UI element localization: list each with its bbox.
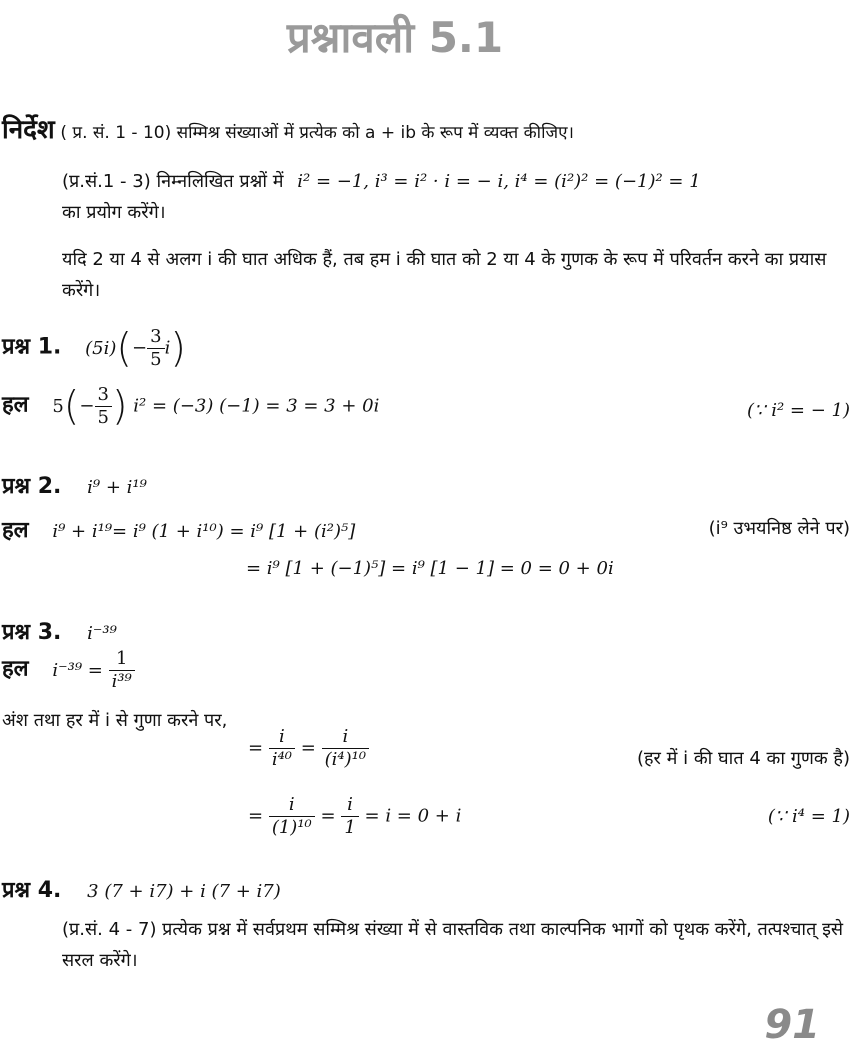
question-1-label: प्रश्न 1. (2, 334, 62, 360)
question-3 (2, 616, 117, 646)
solution-3-multiply-text: अंश तथा हर में i से गुणा करने पर, (2, 710, 228, 731)
page-number: 91 (764, 1002, 820, 1048)
directions-line (2, 110, 574, 146)
solution-3-step-2-reason: (∵ i⁴ = 1) (767, 806, 850, 827)
note-2: यदि 2 या 4 से अलग i की घात अधिक हैं, तब हम i की घात को 2 या 4 के गुणक के रूप में परिवर्तन करने का प्रयास करेंगे। (62, 249, 827, 301)
note-1-prefix: (प्र.सं.1 - 3) निम्नलिखित प्रश्नों में (62, 171, 284, 192)
question-3-label: प्रश्न 3. (2, 620, 62, 645)
question-2-label: प्रश्न 2. (2, 474, 62, 499)
solution-1: हल 5(− $\frac{3}{5}$ ) i² = (−3) (−1) = 3 = 3 + 0i (2, 383, 380, 430)
note-1-suffix: का प्रयोग करेंगे। (62, 202, 166, 223)
question-1-fraction: $\frac{3}{5}$ (147, 326, 164, 371)
note-1-formula: i² = −1, i³ = i² · i = − i, i⁴ = (i²)² = (−1)² = 1 (297, 171, 701, 192)
directions-label: निर्देश (2, 115, 55, 145)
question-4-expr: 3 (7 + i7) + i (7 + i7) (87, 881, 281, 902)
solution-2-step-2: = i⁹ [1 + (−1)⁵] = i⁹ [1 − 1] = 0 = 0 + 0i (246, 558, 614, 579)
question-4-note: (प्र.सं. 4 - 7) प्रत्येक प्रश्न में सर्वप्रथम सम्मिश्र संख्या में से वास्तविक तथा काल्पनिक भागों को पृथक करेंगे, तत्पश्चात् इसे सरल करेंगे। (62, 919, 844, 971)
solution-1-prefix: 5 (52, 395, 64, 417)
question-4-label: प्रश्न 4. (2, 878, 62, 903)
question-4 (2, 874, 281, 904)
solution-3-step-2: = $\frac{i}{\text{(1)¹⁰}}$ = $\frac{i}{1}$ = i = 0 + i (248, 794, 462, 838)
solution-2-reason: (i⁹ उभयनिष्ठ लेने पर) (708, 518, 850, 539)
solution-2-line-1 (2, 514, 355, 544)
solution-2-label: हल (2, 518, 29, 543)
directions-text: ( प्र. सं. 1 - 10) सम्मिश्र संख्याओं में प्रत्येक को a + ib के रूप में व्यक्त कीजिए। (60, 123, 574, 143)
note-1 (62, 166, 852, 228)
page-title: प्रश्नावली 5.1 (286, 13, 504, 62)
solution-2-step-1: i⁹ + i¹⁹= i⁹ (1 + i¹⁰) = i⁹ [1 + (i²)⁵] (52, 521, 356, 542)
solution-1-rest: i² = (−3) (−1) = 3 = 3 + 0i (133, 395, 380, 417)
question-2-expr: i⁹ + i¹⁹ (87, 477, 147, 498)
solution-1-fraction: $\frac{3}{5}$ (95, 384, 112, 429)
solution-3-label: हल (2, 656, 29, 682)
solution-3-fraction: $\frac{1}{\text{i³⁹}}$ (109, 648, 135, 693)
solution-3-step-1: = $\frac{i}{\text{i⁴⁰}}$ = $\frac{i}{\text{(i⁴)¹⁰}}$ (248, 726, 369, 771)
solution-3-step-1-reason: (हर में i की घात 4 का गुणक है) (636, 748, 850, 769)
solution-3-lhs: i⁻³⁹ = (52, 659, 103, 681)
solution-1-reason: (∵ i² = − 1) (747, 400, 850, 421)
question-1: प्रश्न 1. (5i)(− $\frac{3}{5}$ i) (2, 325, 186, 372)
question-2 (2, 470, 147, 500)
question-1-expr-prefix: (5i) (85, 337, 117, 359)
solution-3-line-1 (2, 648, 135, 693)
question-3-expr: i⁻³⁹ (87, 623, 117, 644)
solution-1-label: हल (2, 392, 29, 418)
